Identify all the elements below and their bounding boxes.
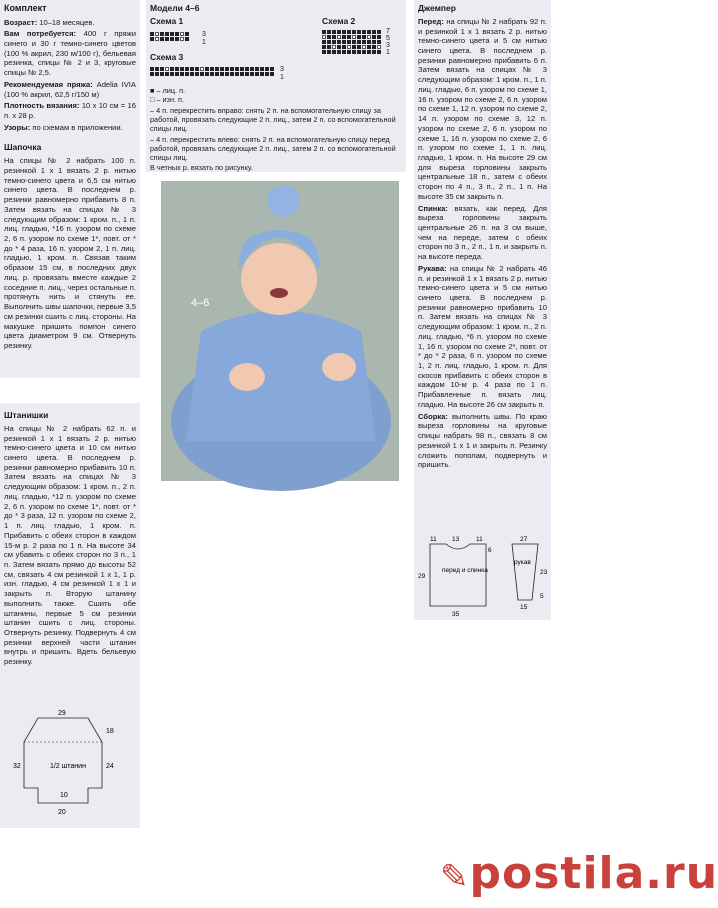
param-text: 10–18 месяцев. <box>37 17 95 27</box>
jumper-column <box>414 0 551 620</box>
schema2-row5: 5 <box>386 35 390 42</box>
sleeve-text: на спицы № 2 набрать 46 п. и резинкой 1 х 1 вязать 2 р. нитью темно-синего цвета и 5 см нитью синего цвета. В последнем р. резинки равномерно прибавить 10 п. Затем вязать на спицах № 3 следующим образом: 1 кром. п., 2 п. лиц. гладью, *6 п. узором по схеме 1, 16 п. узором по схеме 2*, повт. от * до * 2 раза, 6 п. узором по схеме 1, 2 п. лиц. гладью, 1 кром. п. Для скосов прибавить с обеих сторон в каждом 10-м р. 4 раза по 1 п. Прибавленные п. вязать лиц. гладью. На высоте 26 см закрыть п. <box>418 263 547 409</box>
assembly-label: Сборка: <box>418 411 448 421</box>
schema1-row3: 3 <box>202 31 206 38</box>
sleeve-dim-15: 15 <box>520 604 528 611</box>
pencil-icon: ✎ <box>440 857 470 897</box>
pants-column <box>0 403 140 828</box>
jumper-dim-11b: 11 <box>476 536 483 543</box>
sleeve-dim-5: 5 <box>540 593 544 600</box>
assembly-text: выполнить швы. По краю выреза горловины на круговые спицы набрать 98 п., связать 8 см резинкой 1 х 1 и закрыть п. Резинку сложить пополам, подвернуть и пришить. <box>418 411 547 470</box>
jumper-title: Джемпер <box>418 3 456 13</box>
front-back-label: перед и спинка <box>442 567 488 574</box>
legend-cross-right: – 4 п. перекрестить вправо: снять 2 п. на вспомогательную спицу за работой, провязать следующие 2 п. лиц., затем 2 п. со вспомогательной спицы лиц. <box>150 105 396 134</box>
param-text: Adelia IVIA (100 % акрил, 62,5 г/150 м) <box>4 79 136 99</box>
hat-title: Шапочка <box>4 142 42 153</box>
legend-cross-left: – 4 п. перекрестить влево: снять 2 п. на вспомогательную спицу перед работой, провязать следующие 2 п. лиц., затем 2 п. со вспомогательной спицы лиц. <box>150 134 396 163</box>
param-patterns <box>4 123 136 133</box>
jumper-dim-13: 13 <box>452 536 460 543</box>
sleeve-dim-27: 27 <box>520 536 528 543</box>
pants-dim-top: 29 <box>58 710 66 717</box>
schema3-row1: 1 <box>280 74 284 81</box>
param-materials <box>4 29 136 78</box>
param-gauge <box>4 101 136 120</box>
param-label: Плотность вязания: <box>4 101 80 111</box>
schemas-block <box>146 0 406 172</box>
schema3-grid <box>150 67 274 76</box>
front-text: на спицы № 2 набрать 92 п. и резинкой 1 х 1 вязать 2 р. нитью темно-синего цвета и 5 см нитью синего цвета. В последнем р. резинки равномерно прибавить 6 п. Затем вязать на спицах № 3 следующим образом: 1 кром. п., 1 п. лиц. гладью, 6 п. узором по схеме 1, 16 п. узором по схеме 2, 6 п. узором по схеме 1, 12 п. узором по схеме 2, 14 п. узором по схеме 3, 12 п. узором по схеме 2, 6 п. узором по схеме 1, 16 п. узором по схеме 2, 6 п. узором по схеме 1, 1 п. лиц. гладью, 1 кром. п. На высоте 29 см для выреза горловины закрыть центральные 18 п., затем с обеих сторон по 4 п., 3 п., 2 п., 1 п. На высоте 35 см закрыть п. <box>418 16 547 201</box>
pants-pattern-diagram <box>10 708 130 818</box>
param-age <box>4 18 136 28</box>
param-label: Узоры: <box>4 122 31 132</box>
schema1-row1: 1 <box>202 39 206 46</box>
jumper-back <box>418 204 547 262</box>
front-label: Перед: <box>418 16 444 26</box>
jumper-sleeves <box>418 264 547 410</box>
param-label: Рекомендуемая пряжа: <box>4 79 93 89</box>
schema3-row3: 3 <box>280 66 284 73</box>
sleeve-label: Рукава: <box>418 263 447 273</box>
legend-purl: □ – изн. п. <box>150 95 185 105</box>
legend-even-rows: В четных р. вязать по рисунку. <box>150 162 253 172</box>
jumper-dim-11a: 11 <box>430 536 437 543</box>
schema2-row7: 7 <box>386 28 390 35</box>
watermark-text: postila.ru <box>469 848 718 899</box>
sleeve-dim-23: 23 <box>540 569 548 576</box>
jumper-front <box>418 17 547 202</box>
postila-logo[interactable] <box>440 848 718 899</box>
models-header: Модели 4–6 <box>150 3 200 13</box>
schema2-row1: 1 <box>386 49 390 56</box>
jumper-pattern-diagram <box>416 534 550 618</box>
baby-illustration <box>161 181 399 481</box>
back-label: Спинка: <box>418 203 448 213</box>
pants-dim-bottom2: 20 <box>58 809 66 816</box>
back-text: вязать, как перед. Для выреза горловины закрыть центральные 26 п. на 3 см выше, чем на переде, затем с обеих сторон по 3 п., 2 п., 1 п. и закрыть п. на высоте переда. <box>418 203 547 262</box>
hat-instructions: На спицы № 2 набрать 100 п. резинкой 1 х 1 вязать 2 р. нитью темно-синего цвета и 6,5 см нитью синего цвета. В последнем р. резинки равномерно прибавить 8 п. Затем вязать на спицах № 3 следующим образом: 1 кром. п., 1 п. лиц. гладью, *16 п. узором по схеме 2, 6 п. узором по схеме 1*, повт. от * до * 4 раза, 16 п. узором 2, 1 п. лиц. гладью, 1 кром. п. Связав таким образом 15 см, в последних двух лиц. р. провязать вместе каждые 2 соседние п. лиц., через остальные п. протянуть нить и стянуть ее. Выполнить швы шапочки, первые 3,5 см резинки сшить с лиц. стороны. На макушке пришить помпон синего цвета диаметром 9 см. Отвернуть резинку. <box>4 156 136 350</box>
param-text: 10 х 10 см = 16 п. х 28 р. <box>4 101 136 120</box>
pants-center-label: 1/2 штанин <box>50 763 86 770</box>
pants-dim-side: 18 <box>106 728 114 735</box>
jumper-dim-29: 29 <box>418 573 426 580</box>
set-title: Комплект <box>4 3 47 13</box>
schema1-title: Схема 1 <box>150 16 184 26</box>
param-label: Возраст: <box>4 17 38 27</box>
pants-dim-bottom1: 10 <box>60 792 68 799</box>
pants-dim-right: 24 <box>106 763 114 770</box>
legend <box>150 86 402 172</box>
schema2-grid <box>322 30 381 54</box>
schema2-title: Схема 2 <box>322 16 356 26</box>
jumper-dim-35: 35 <box>452 611 460 618</box>
pants-dim-left: 32 <box>13 763 21 770</box>
schema3-title: Схема 3 <box>150 52 184 62</box>
sleeve-diagram-label: рукав <box>514 559 531 566</box>
jumper-assembly <box>418 412 547 470</box>
pants-instructions: На спицы № 2 набрать 62 п. и резинкой 1 х 1 вязать 2 р. нитью темно-синего цвета и 10 см нитью синего цвета. В последнем р. резинки равномерно прибавить 10 п. Затем вязать на спицах № 3 следующим образом: 1 кром. п., 2 п. лиц. гладью, *12 п. узором по схеме 2, 6 п. узором по схеме 1*, повт. от * до * 3 раза, 12 п. узором по схеме 2, 1 п. лиц. гладью, 1 кром. п. Прибавить с обеих сторон в каждом 15-м р. 2 раза по 1 п. На высоте 34 см убавить с обеих сторон по 3 п., 1 п. Затем вязать прямо до высоты 52 см, связать 4 см резинкой 1 х 1, 1 р. изн. гладью, 4 см резинкой 1 х 1 и закрыть п. Вторую штанину выполнить также. Сшить обе штанины, первые 5 см резинки штанин сшить с лиц. стороны. Отвернуть резинку. Подвернуть 4 см резинки верхней части штанин внутрь и пришить. Вдеть бельевую резинку. <box>4 423 136 667</box>
photo-model-label: 4–6 <box>191 297 210 309</box>
baby-photo <box>161 181 399 481</box>
param-label: Вам потребуется: <box>4 29 77 39</box>
pants-title: Штанишки <box>4 410 49 420</box>
param-yarn <box>4 80 136 99</box>
intro-hat-column <box>0 0 140 378</box>
legend-knit: ■ – лиц. п. <box>150 86 186 95</box>
schema1-grid <box>150 32 189 41</box>
schema2-row3: 3 <box>386 42 390 49</box>
param-text: 400 г пряжи синего и 30 г темно-синего цветов (100 % акрил, 230 м/100 г), бельевая резинка, спицы № 2 и 3, круговые спицы № 2,5. <box>4 29 136 78</box>
param-text: по схемам в приложении. <box>30 122 123 132</box>
schema2-rows <box>386 28 394 56</box>
jumper-dim-6: 6 <box>488 547 492 554</box>
